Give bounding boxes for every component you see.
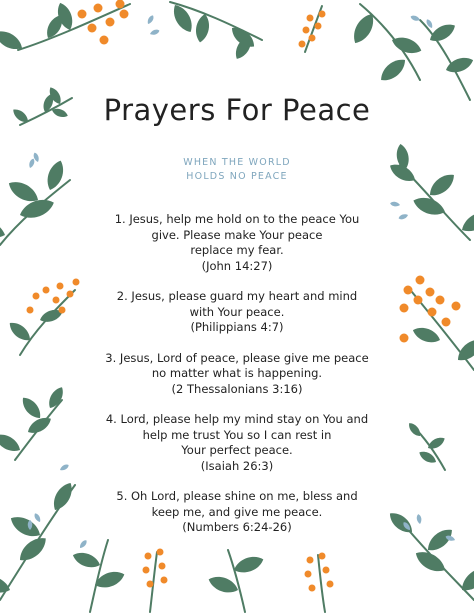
prayer-item bbox=[92, 289, 382, 336]
subtitle bbox=[0, 156, 474, 184]
prayer-line: 2. Jesus, please guard my heart and mind bbox=[116, 289, 358, 303]
prayer-reference: (Philippians 4:7) bbox=[190, 320, 284, 334]
subtitle-line: WHEN THE WORLD bbox=[183, 157, 291, 168]
prayer-line: with Your peace. bbox=[189, 304, 285, 319]
prayer-line: 5. Oh Lord, please shine on me, bless and bbox=[116, 489, 358, 503]
prayer-item bbox=[92, 212, 382, 274]
prayer-item bbox=[92, 351, 382, 398]
prayer-reference: (Numbers 6:24-26) bbox=[182, 520, 292, 534]
prayer-line: 4. Lord, please help my mind stay on You and bbox=[105, 412, 369, 426]
prayer-line: 3. Jesus, Lord of peace, please give me peace bbox=[105, 350, 369, 365]
prayer-line: keep me, and give me peace. bbox=[151, 504, 323, 519]
prayer-item bbox=[92, 489, 382, 536]
prayer-reference: (John 14:27) bbox=[201, 258, 273, 273]
prayer-list bbox=[92, 212, 382, 551]
prayer-line: 1. Jesus, help me hold on to the peace You bbox=[114, 212, 360, 226]
prayer-line: replace my fear. bbox=[190, 243, 284, 257]
prayer-line: no matter what is happening. bbox=[151, 366, 323, 380]
prayer-line: give. Please make Your peace bbox=[151, 227, 323, 242]
prayer-item bbox=[92, 412, 382, 474]
prayer-reference: (Isaiah 26:3) bbox=[200, 458, 274, 473]
prayer-line: help me trust You so I can rest in bbox=[142, 427, 332, 442]
prayer-reference: (2 Thessalonians 3:16) bbox=[171, 381, 303, 396]
page-title: Prayers For Peace bbox=[103, 93, 371, 127]
prayer-line: Your perfect peace. bbox=[181, 443, 293, 457]
subtitle-line: HOLDS NO PEACE bbox=[186, 171, 288, 182]
